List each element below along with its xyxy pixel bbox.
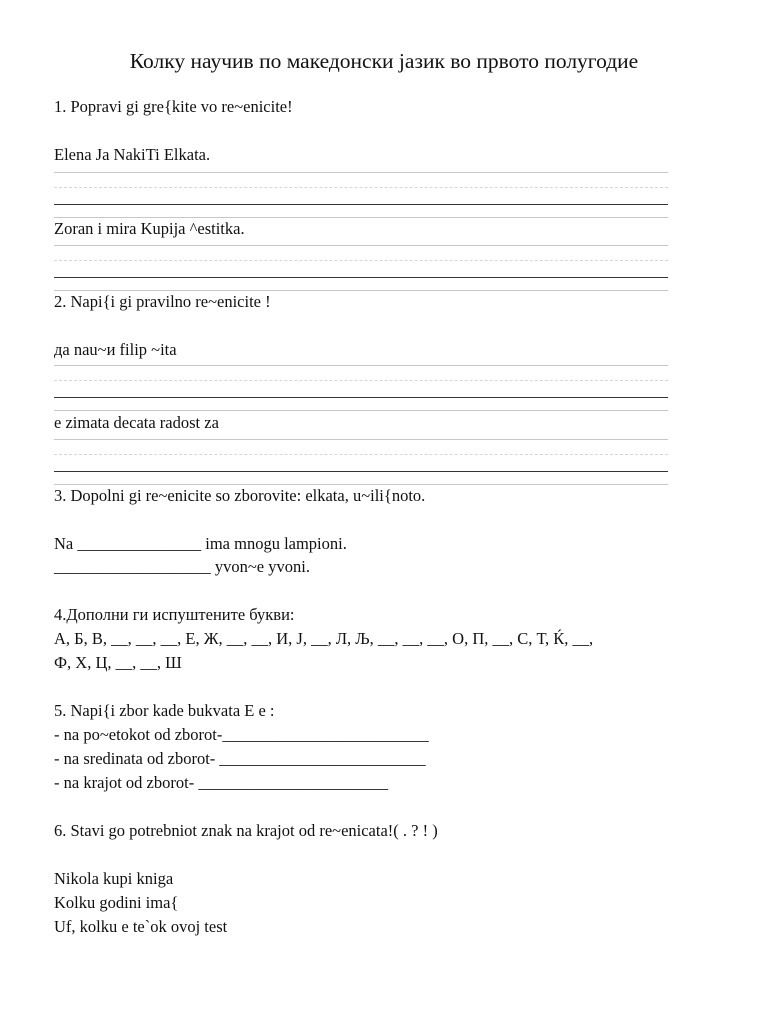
punctuation-sentence-1[interactable]: Nikola kupi kniga	[54, 869, 174, 888]
word-line-beginning[interactable]: - na po~etokot od zborot-_________________________	[54, 725, 429, 744]
writing-line-middle	[54, 260, 668, 261]
section-3-heading: 3. Dopolni gi re~enicite so zborovite: elkata, u~ili{noto.	[54, 486, 426, 505]
writing-line-base	[54, 397, 668, 398]
word-line-end[interactable]: - na krajot od zborot- _______________________	[54, 773, 389, 792]
page-title: Колку научив по македонски јазик во првото полугодие	[129, 49, 639, 73]
section-5-heading: 5. Napi{i zbor kade bukvata E e :	[54, 701, 275, 720]
writing-line-base	[54, 204, 668, 205]
writing-line-middle	[54, 454, 668, 455]
writing-line-bottom	[54, 217, 668, 218]
writing-line-middle	[54, 187, 668, 188]
writing-line-top	[54, 439, 668, 440]
section-4-heading: 4.Дополни ги испуштените букви:	[54, 605, 295, 624]
writing-line-bottom	[54, 410, 668, 411]
writing-line-middle	[54, 380, 668, 381]
writing-line-top	[54, 172, 668, 173]
writing-line-top	[54, 245, 668, 246]
section-2-heading: 2. Napi{i gi pravilno re~enicite !	[54, 292, 271, 311]
word-line-middle[interactable]: - na sredinata od zborot- _________________________	[54, 749, 426, 768]
writing-line-top	[54, 365, 668, 366]
section-1-sentence-1: Elena Ja NakiTi Elkata.	[54, 145, 211, 164]
writing-line-base	[54, 471, 668, 472]
alphabet-line-2[interactable]: Ф, Х, Ц, __, __, Ш	[54, 653, 182, 672]
fill-blank-line-1[interactable]: Na _______________ ima mnogu lampioni.	[54, 534, 347, 553]
alphabet-line-1[interactable]: А, Б, В, __, __, __, Е, Ж, __, __, И, Ј, __, Л, Љ, __, __, __, О, П, __, С, Т, Ќ, __,	[54, 629, 594, 648]
writing-line-bottom	[54, 484, 668, 485]
section-6-heading: 6. Stavi go potrebniot znak na krajot od re~enicata!( . ? ! )	[54, 821, 438, 840]
section-2-sentence-1: да nau~и filip ~ita	[54, 340, 177, 359]
writing-line-base	[54, 277, 668, 278]
writing-line-bottom	[54, 290, 668, 291]
fill-blank-line-2[interactable]: ___________________ yvon~e yvoni.	[54, 557, 310, 576]
punctuation-sentence-3[interactable]: Uf, kolku e te`ok ovoj test	[54, 917, 228, 936]
section-1-sentence-2: Zoran i mira Kupija ^estitka.	[54, 219, 245, 238]
punctuation-sentence-2[interactable]: Kolku godini ima{	[54, 893, 179, 912]
section-1-heading: 1. Popravi gi gre{kite vo re~enicite!	[54, 97, 293, 116]
section-2-sentence-2: e zimata decata radost za	[54, 413, 219, 432]
